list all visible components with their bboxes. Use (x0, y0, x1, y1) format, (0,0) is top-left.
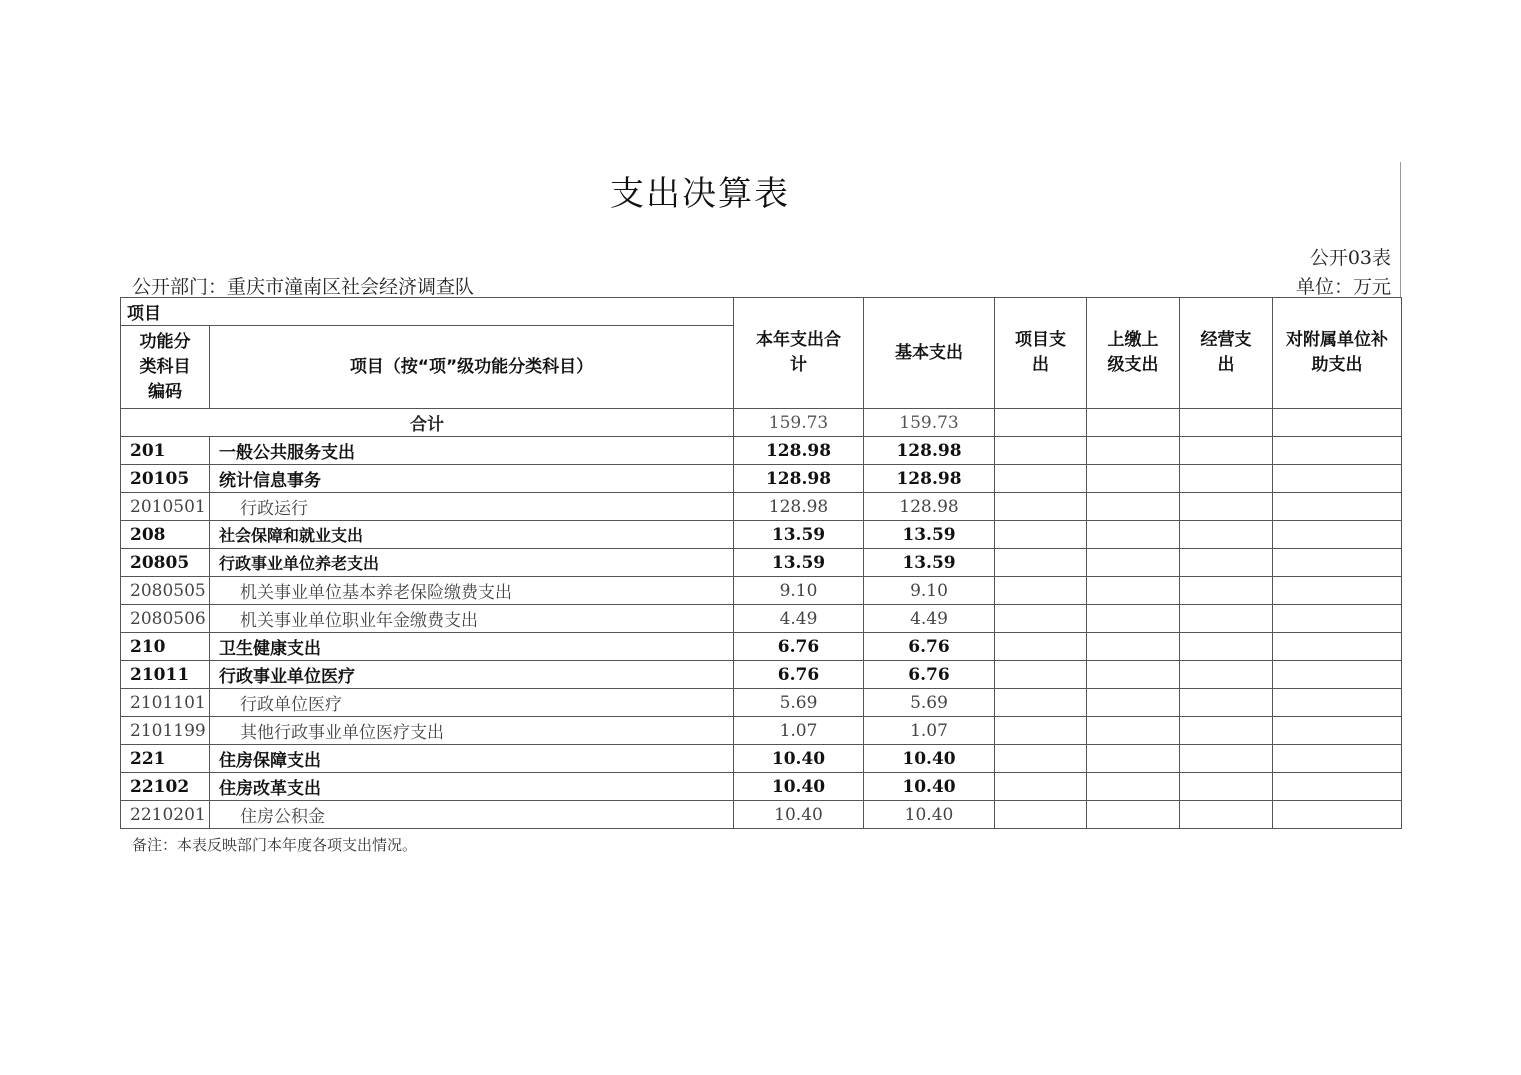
header-project-expense: 项目支出 (995, 298, 1087, 409)
row-basic: 10.40 (864, 773, 995, 801)
empty-cell (1087, 521, 1180, 549)
expenditure-table (120, 297, 1402, 829)
row-name: 行政事业单位养老支出 (210, 549, 734, 577)
row-name: 一般公共服务支出 (210, 437, 734, 465)
row-name: 住房改革支出 (210, 773, 734, 801)
empty-cell (1087, 745, 1180, 773)
empty-cell (995, 409, 1087, 437)
empty-cell (1087, 465, 1180, 493)
empty-cell (1180, 521, 1273, 549)
empty-cell (1087, 773, 1180, 801)
empty-cell (995, 801, 1087, 829)
empty-cell (1180, 745, 1273, 773)
empty-cell (995, 437, 1087, 465)
table-row (121, 717, 1402, 745)
row-basic: 13.59 (864, 521, 995, 549)
empty-cell (1273, 605, 1402, 633)
row-name: 行政事业单位医疗 (210, 661, 734, 689)
row-total: 1.07 (734, 717, 864, 745)
total-label: 合计 (121, 409, 734, 437)
row-name: 住房保障支出 (210, 745, 734, 773)
empty-cell (1273, 689, 1402, 717)
row-basic: 6.76 (864, 661, 995, 689)
row-total: 5.69 (734, 689, 864, 717)
empty-cell (1087, 577, 1180, 605)
empty-cell (1273, 577, 1402, 605)
table-row (121, 521, 1402, 549)
table-row (121, 605, 1402, 633)
row-total: 10.40 (734, 801, 864, 829)
row-name: 行政运行 (210, 493, 734, 521)
table-row (121, 493, 1402, 521)
row-code: 208 (121, 521, 210, 549)
row-total: 128.98 (734, 437, 864, 465)
row-total: 128.98 (734, 493, 864, 521)
row-name: 其他行政事业单位医疗支出 (210, 717, 734, 745)
row-basic: 128.98 (864, 465, 995, 493)
empty-cell (1087, 437, 1180, 465)
table-row (121, 689, 1402, 717)
row-name: 行政单位医疗 (210, 689, 734, 717)
row-name: 机关事业单位职业年金缴费支出 (210, 605, 734, 633)
row-total: 10.40 (734, 745, 864, 773)
page-edge-line (1400, 162, 1401, 298)
page-title: 支出决算表 (610, 174, 790, 214)
empty-cell (1180, 689, 1273, 717)
empty-cell (1087, 409, 1180, 437)
row-basic: 9.10 (864, 577, 995, 605)
row-code: 2101101 (121, 689, 210, 717)
empty-cell (1273, 409, 1402, 437)
table-row (121, 773, 1402, 801)
empty-cell (1087, 633, 1180, 661)
table-row (121, 437, 1402, 465)
empty-cell (1087, 689, 1180, 717)
row-total: 13.59 (734, 521, 864, 549)
table-row (121, 801, 1402, 829)
table-row (121, 661, 1402, 689)
row-basic: 1.07 (864, 717, 995, 745)
row-total: 13.59 (734, 549, 864, 577)
row-name: 统计信息事务 (210, 465, 734, 493)
row-total: 9.10 (734, 577, 864, 605)
empty-cell (1087, 717, 1180, 745)
empty-cell (1180, 577, 1273, 605)
row-code: 221 (121, 745, 210, 773)
total-amount: 159.73 (734, 409, 864, 437)
row-basic: 128.98 (864, 493, 995, 521)
row-name: 机关事业单位基本养老保险缴费支出 (210, 577, 734, 605)
empty-cell (995, 605, 1087, 633)
empty-cell (1087, 605, 1180, 633)
empty-cell (995, 717, 1087, 745)
row-basic: 10.40 (864, 801, 995, 829)
row-code: 20105 (121, 465, 210, 493)
empty-cell (1180, 493, 1273, 521)
total-basic: 159.73 (864, 409, 995, 437)
header-code: 功能分类科目编码 (121, 326, 210, 409)
row-basic: 6.76 (864, 633, 995, 661)
header-upper-payment: 上缴上级支出 (1087, 298, 1180, 409)
empty-cell (1180, 465, 1273, 493)
empty-cell (1273, 801, 1402, 829)
row-basic: 13.59 (864, 549, 995, 577)
empty-cell (995, 465, 1087, 493)
empty-cell (1180, 801, 1273, 829)
empty-cell (1273, 717, 1402, 745)
empty-cell (995, 689, 1087, 717)
empty-cell (1273, 549, 1402, 577)
table-row (121, 465, 1402, 493)
row-total: 4.49 (734, 605, 864, 633)
table-row (121, 577, 1402, 605)
header-subsidy: 对附属单位补助支出 (1273, 298, 1402, 409)
empty-cell (1087, 493, 1180, 521)
row-total: 128.98 (734, 465, 864, 493)
empty-cell (1180, 605, 1273, 633)
header-row-1 (121, 298, 1402, 326)
header-project: 项目 (121, 298, 734, 326)
row-basic: 5.69 (864, 689, 995, 717)
empty-cell (1180, 661, 1273, 689)
department-label: 公开部门：重庆市潼南区社会经济调查队 (132, 276, 475, 298)
form-number: 公开03表 (1309, 247, 1391, 269)
empty-cell (1273, 661, 1402, 689)
empty-cell (1273, 521, 1402, 549)
empty-cell (1087, 801, 1180, 829)
header-total: 本年支出合计 (734, 298, 864, 409)
empty-cell (995, 493, 1087, 521)
header-operating: 经营支出 (1180, 298, 1273, 409)
row-code: 2080505 (121, 577, 210, 605)
empty-cell (1273, 493, 1402, 521)
row-code: 20805 (121, 549, 210, 577)
row-total: 6.76 (734, 661, 864, 689)
row-name: 社会保障和就业支出 (210, 521, 734, 549)
row-code: 201 (121, 437, 210, 465)
row-name: 住房公积金 (210, 801, 734, 829)
empty-cell (1180, 409, 1273, 437)
empty-cell (995, 577, 1087, 605)
row-code: 22102 (121, 773, 210, 801)
empty-cell (1087, 661, 1180, 689)
empty-cell (1273, 773, 1402, 801)
empty-cell (1180, 633, 1273, 661)
row-code: 2010501 (121, 493, 210, 521)
header-basic: 基本支出 (864, 298, 995, 409)
empty-cell (995, 745, 1087, 773)
row-total: 10.40 (734, 773, 864, 801)
row-code: 210 (121, 633, 210, 661)
header-name: 项目（按“项”级功能分类科目） (210, 326, 734, 409)
empty-cell (995, 521, 1087, 549)
row-basic: 10.40 (864, 745, 995, 773)
row-code: 21011 (121, 661, 210, 689)
empty-cell (995, 633, 1087, 661)
empty-cell (995, 549, 1087, 577)
table-row (121, 745, 1402, 773)
empty-cell (995, 773, 1087, 801)
row-code: 2210201 (121, 801, 210, 829)
row-code: 2080506 (121, 605, 210, 633)
row-total: 6.76 (734, 633, 864, 661)
unit-label: 单位：万元 (1295, 276, 1391, 298)
table-row (121, 633, 1402, 661)
empty-cell (1087, 549, 1180, 577)
footnote: 备注：本表反映部门本年度各项支出情况。 (132, 836, 418, 854)
empty-cell (1180, 437, 1273, 465)
row-basic: 4.49 (864, 605, 995, 633)
empty-cell (1273, 745, 1402, 773)
empty-cell (1273, 633, 1402, 661)
empty-cell (1180, 549, 1273, 577)
empty-cell (1180, 773, 1273, 801)
total-row (121, 409, 1402, 437)
row-code: 2101199 (121, 717, 210, 745)
row-name: 卫生健康支出 (210, 633, 734, 661)
row-basic: 128.98 (864, 437, 995, 465)
empty-cell (1273, 465, 1402, 493)
empty-cell (1273, 437, 1402, 465)
table-row (121, 549, 1402, 577)
empty-cell (995, 661, 1087, 689)
empty-cell (1180, 717, 1273, 745)
